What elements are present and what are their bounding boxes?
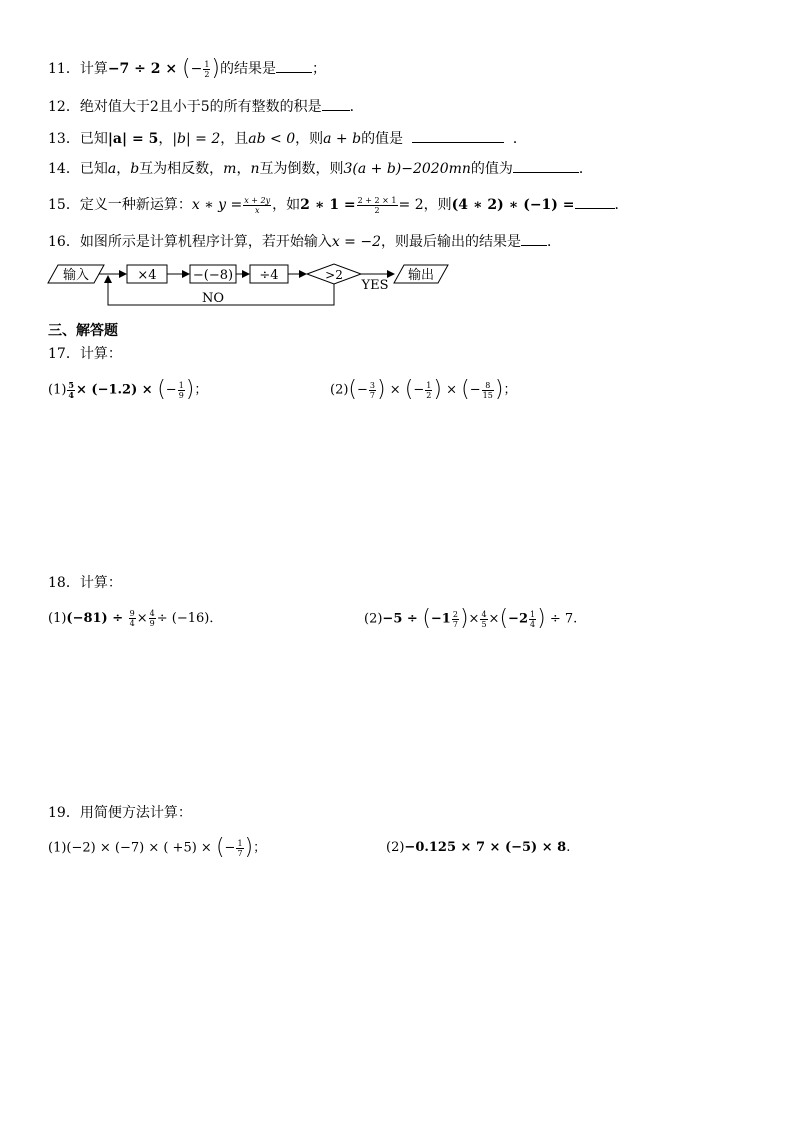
- answer-blank: [412, 128, 504, 143]
- q19-part-2: [386, 838, 570, 858]
- fraction: $\frac{2}{7}$: [452, 609, 458, 629]
- times-sign: ×: [446, 382, 458, 398]
- q16-text: 如图所示是计算机程序计算，若开始输入: [79, 234, 332, 250]
- answer-blank: [322, 96, 350, 111]
- q15-expr-3: = 2: [398, 197, 424, 213]
- q13-expr-4: a + b: [323, 131, 362, 147]
- question-number: 17．: [48, 346, 80, 362]
- question-number: 16．: [48, 234, 80, 250]
- q13-expr-3: ab < 0: [248, 131, 296, 147]
- q14-sep: ，: [116, 161, 131, 177]
- question-11: 11．计算−7 ÷ 2 × (− $\frac{1}{2}$ )的结果是 ；: [48, 56, 327, 81]
- yes-label: YES: [361, 278, 389, 293]
- q16-text-2: ，则最后输出的结果是: [381, 234, 521, 250]
- multiply-4-label: ×4: [137, 268, 157, 283]
- fraction: $\frac{9}{4}$: [129, 609, 135, 628]
- q15-sep: ，如: [272, 197, 301, 213]
- q18-part-1: [48, 609, 222, 629]
- q19-title: 用简便方法计算：: [79, 805, 192, 821]
- question-15: [48, 194, 629, 215]
- divide-4-label: ÷4: [259, 268, 279, 283]
- part-label: (1): [48, 840, 67, 856]
- q11-expression: −7 ÷ 2 ×: [107, 61, 182, 77]
- question-number: 19．: [48, 805, 80, 821]
- times-sign: ×: [136, 611, 148, 626]
- question-17: [48, 344, 122, 364]
- part-label: (2): [386, 840, 405, 855]
- q13-end: ．: [512, 131, 527, 147]
- question-14: [48, 158, 593, 179]
- q16-end: ．: [547, 234, 561, 250]
- q17-p2-end: ；: [503, 382, 517, 398]
- q18-title: 计算：: [79, 575, 122, 591]
- q11-text-2: 的结果是: [220, 61, 277, 77]
- fraction: $\frac{1}{2}$: [426, 380, 432, 400]
- part-label: (1): [48, 611, 67, 626]
- question-16: [48, 231, 561, 252]
- input-label: 输入: [62, 268, 90, 283]
- times-sign: ×: [488, 611, 500, 627]
- q13-sep-2: ，且: [220, 131, 249, 147]
- question-number: 18．: [48, 575, 80, 591]
- q19-p1-expr: (−2) × (−7) × ( +5) ×: [66, 840, 216, 856]
- q14-var-b: b: [130, 161, 140, 177]
- condition-label: >2: [325, 268, 343, 282]
- q14-var-a: a: [107, 161, 117, 177]
- q15-expr-2: 2 ∗ 1 =: [300, 197, 356, 213]
- fraction: $\frac{1}{2}$: [204, 59, 210, 79]
- q14-text-4: 的值为: [470, 161, 513, 177]
- question-19: [48, 803, 192, 823]
- fraction: $\frac{1}{9}$: [178, 380, 184, 400]
- answer-blank: [521, 231, 547, 246]
- q11-text: 计算: [79, 61, 108, 77]
- q13-sep-3: ，则: [295, 131, 324, 147]
- q15-expr-4: (4 ∗ 2) ∗ (−1) =: [451, 197, 575, 213]
- section-heading: 三、解答题: [48, 323, 118, 339]
- fraction: $\frac{8}{15}$: [482, 380, 493, 400]
- q18-part-2: (2)−5 ÷ (−1 $\frac{2}{7}$ )× $\frac{4}{5}$ ×(−2 $\frac{1}{4}$ ) ÷ 7.: [364, 606, 578, 631]
- mixed-whole: −2: [508, 611, 528, 627]
- q12-end: ．: [349, 99, 364, 115]
- q15-end: ．: [614, 197, 629, 213]
- fraction: $\frac{x + 2y}{x}$: [244, 195, 271, 215]
- fraction: $\frac{1}{7}$: [237, 838, 243, 858]
- q19-p2-end: .: [566, 840, 571, 855]
- subtract-neg8-label: −(−8): [192, 268, 234, 283]
- times-sign: ×: [389, 382, 401, 398]
- q14-text: 已知: [79, 161, 108, 177]
- q14-text-2: 互为相反数，: [139, 161, 224, 177]
- q15-sep-2: ，则: [423, 197, 452, 213]
- no-label: NO: [201, 291, 225, 306]
- answer-blank: [276, 58, 312, 73]
- q18-p2-expr-2: ÷ 7: [549, 611, 574, 627]
- part-label: (1): [48, 382, 67, 398]
- q19-p2-expr: −0.125 × 7 × (−5) × 8: [404, 840, 567, 855]
- question-13: [48, 128, 527, 149]
- q14-sep-2: ，: [236, 161, 251, 177]
- q17-part-2: (2)(− $\frac{3}{7}$ ) × (− $\frac{1}{2}$ ) × (− $\frac{8}{15}$ )；: [330, 377, 517, 402]
- q12-text: 绝对值大于2且小于5的所有整数的积是: [79, 99, 322, 115]
- q13-text: 已知: [79, 131, 108, 147]
- q19-p1-end: ；: [253, 840, 267, 856]
- q18-p2-end: .: [573, 611, 578, 627]
- q18-p2-expr: −5 ÷: [382, 611, 423, 627]
- question-number: 13．: [48, 131, 80, 147]
- program-flowchart: [44, 260, 454, 310]
- fraction: $\frac{2 + 2 \times 1}{2}$: [357, 195, 397, 215]
- q13-sep: ，: [158, 131, 173, 147]
- question-number: 14．: [48, 161, 80, 177]
- q17-part-1: (1) $\frac{5}{4}$ × (−1.2) × (− $\frac{1}{9}$ )；: [48, 377, 208, 402]
- part-label: (2): [364, 611, 383, 627]
- fraction: $\frac{4}{9}$: [149, 609, 155, 628]
- q17-p1-end: ；: [194, 382, 208, 398]
- q15-expr-1: x ∗ y =: [191, 197, 243, 213]
- q17-title: 计算：: [79, 346, 122, 362]
- mixed-whole: −1: [430, 611, 451, 627]
- question-18: [48, 573, 122, 593]
- q14-var-m: m: [223, 161, 237, 177]
- answer-blank: [575, 194, 615, 209]
- q15-text: 定义一种新运算：: [79, 197, 192, 213]
- part-label: (2): [330, 382, 349, 398]
- q18-p1-expr: (−81) ÷: [66, 611, 128, 626]
- fraction: $\frac{4}{5}$: [481, 609, 487, 629]
- fraction: $\frac{1}{4}$: [530, 609, 536, 629]
- q14-expression: 3(a + b)−2020mn: [343, 161, 471, 177]
- answer-blank: [513, 158, 579, 173]
- q19-part-1: (1)(−2) × (−7) × ( +5) × (− $\frac{1}{7}$ )；: [48, 835, 267, 860]
- q16-expr: x = −2: [331, 234, 381, 250]
- question-number: 11．: [48, 61, 80, 77]
- question-12: [48, 96, 364, 117]
- q14-var-n: n: [250, 161, 260, 177]
- question-number: 15．: [48, 197, 80, 213]
- output-label: 输出: [407, 268, 435, 283]
- q14-end: ．: [578, 161, 593, 177]
- fraction: $\frac{3}{7}$: [369, 380, 376, 400]
- q11-end: ；: [312, 61, 327, 77]
- q18-p1-end: ．: [209, 611, 223, 626]
- q18-p1-expr-2: ÷ (−16): [156, 611, 210, 626]
- q14-text-3: 互为倒数，则: [259, 161, 344, 177]
- q13-expr-2: |b| = 2: [172, 131, 221, 147]
- q13-text-2: 的值是: [361, 131, 404, 147]
- q13-expr-1: |a| = 5: [107, 131, 159, 147]
- question-number: 12．: [48, 99, 80, 115]
- times-sign: ×: [468, 611, 480, 627]
- fraction: $\frac{5}{4}$: [68, 379, 74, 400]
- q17-p1-expr: × (−1.2) ×: [76, 382, 158, 398]
